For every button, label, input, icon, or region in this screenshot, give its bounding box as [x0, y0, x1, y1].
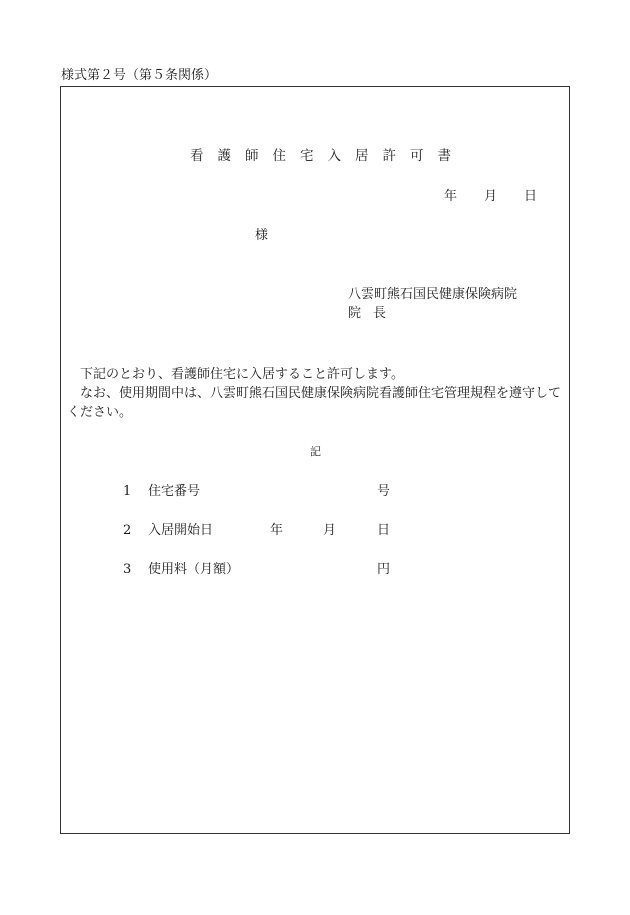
date-day-label: 日: [524, 189, 538, 204]
ki-heading: 記: [310, 445, 321, 458]
body-text: [67, 365, 567, 422]
item-2-year-label: 年: [270, 523, 284, 538]
date-month-label: 月: [484, 189, 498, 204]
item-1-unit: 号: [377, 484, 391, 499]
date-year-label: 年: [444, 189, 458, 204]
item-3-unit: 円: [377, 562, 391, 577]
document-title: 看護師住宅入居許可書: [190, 148, 465, 164]
item-2-number: 2: [123, 523, 132, 538]
addressee-suffix: 様: [255, 228, 269, 243]
item-3-label: 使用料（月額）: [148, 562, 240, 577]
item-1-label: 住宅番号: [148, 484, 201, 499]
item-3-number: 3: [123, 562, 132, 577]
item-2-day-label: 日: [377, 523, 391, 538]
body-line-1: 下記のとおり、看護師住宅に入居すること許可します。: [80, 367, 404, 382]
issuer-organization: 八雲町熊石国民健康保険病院: [348, 287, 518, 302]
form-label: 様式第２号（第５条関係）: [61, 68, 218, 83]
body-line-2: なお、使用期間中は、八雲町熊石国民健康保険病院看護師住宅管理規程を遵守してください。: [67, 386, 562, 420]
item-2-label: 入居開始日: [148, 523, 214, 538]
issuer-title: 院長: [348, 306, 399, 321]
item-2-month-label: 月: [323, 523, 337, 538]
item-1-number: 1: [123, 484, 132, 499]
